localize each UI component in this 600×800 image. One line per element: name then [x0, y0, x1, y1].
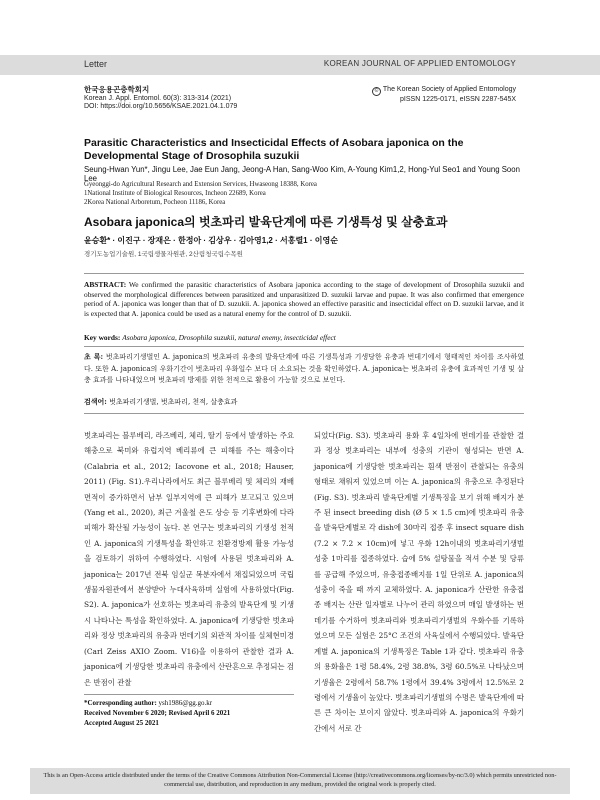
received-revised: Received November 6 2020; Revised April 6 2021 — [84, 709, 231, 717]
running-header — [0, 55, 600, 75]
abstract-text: We confirmed the parasitic characteristics of Asobara japonica according to the stage of development of Drosophila suzukii and observed the morphological differences between parasitized and unparasitized D. suzukii larvae and pupae. It was also confirmed that emergence period of A. japonica was longer than that of D. suzukii. A. japonica showed an effective parasitic and insecticidal effect on D. suzukii larvae, and it is expected that A. japonica could be used as a natural enemy for the control of D. suzukii. — [84, 280, 524, 318]
affiliation-2: 1National Institute of Biological Resources, Incheon 22689, Korea — [84, 190, 266, 197]
corresponding-label: *Corresponding author: — [84, 699, 157, 707]
correspondence — [84, 698, 294, 728]
body-right-column: 되었다(Fig. S3). 벗초파리 용화 후 4일차에 번데기를 관찰한 결과 정상 벗초파리는 내부에 성충의 기관이 형성되는 반면 A. japonica에 기생당한 벗초파리는 흰색 반점이 관찰되는 유충의 형태로 채워져 있었으며 이는 A. japonica의 유충으로 추정된다(Fig. S3). 벗초파리 발육단계별 기생특징을 보기 위해 배지가 분주 된 insect breeding dish (Ø 5 × 1.5 cm)에 벗초파리 유충을 발육단계별로 각 dish에 30마리 접종 후 insect square dish (7.2 × 7.2 × 10cm)에 넣고 우화 12h이내의 벗초파리기생벌 성충 1마리를 접종하였다. 습에 5% 설탕물을 적셔 수분 및 당류를 공급해 주었으며, 유충접종배지를 1일 단위로 A. japonica의 성충이 죽을 때 까지 교체하였다. A. japonica가 산란한 유충접종 배지는 산란 일자별로 나누어 관리 하였으며 매일 발생하는 번데기를 수거하여 벗초파리와 벗초파리기생벌의 우화수를 기록하였으며 모든 실험은 25°C 조건의 사육실에서 수행되었다. 발육단계별 A. japonica의 기생특징은 Table 1과 같다. 벗초파리 유충의 용화율은 1령 58.4%, 2령 38.8%, 3령 60.5%로 나타났으며 기생율은 2령에서 58.7% 1령에서 39.4% 3령에서 12.5%로 2령에서 기생율이 높았다. 벗초파리기생벌의 수명은 발육단계에 따른 큰 차이는 보이지 않았다. 벗초파리와 A. japonica의 우화기간에서 서로 간 — [314, 431, 524, 733]
article-authors: Seung-Hwan Yun*, Jingu Lee, Jae Eun Jang, Jeong-A Han, Sang-Woo Kim, A-Young Kim1,2, Hong-Yul Seo1 and Young Soon Lee — [84, 165, 520, 183]
korean-keywords-text: 벗초파리기생벌, 벗초파리, 천적, 살충효과 — [109, 398, 238, 406]
section-label: Letter — [84, 59, 108, 69]
divider — [84, 273, 524, 274]
keywords-text: Asobara japonica, Drosophila suzukii, natural enemy, insecticidal effect — [122, 333, 336, 342]
keywords-label: Key words: — [84, 333, 121, 342]
article-title: Parasitic Characteristics and Insecticidal Effects of Asobara japonica on the Developmental Stage of Drosophila suzukii — [84, 137, 464, 162]
korean-title: Asobara japonica의 벗초파리 발육단계에 따른 기생특성 및 살충효과 — [84, 215, 448, 229]
korean-keywords-label: 검색어: — [84, 397, 107, 406]
copyright-text: The Korean Society of Applied Entomology — [382, 86, 516, 93]
footnote-divider — [84, 694, 294, 695]
divider — [84, 346, 524, 347]
abstract-label: ABSTRACT: — [84, 280, 127, 289]
corresponding-email[interactable]: ysh1986@gg.go.kr — [158, 699, 213, 707]
journal-citation: Korean J. Appl. Entomol. 60(3): 313-314 (2021) — [84, 94, 232, 102]
license-box: This is an Open-Access article distributed under the terms of the Creative Commons Attribution Non-Commercial License (http://creativecommons.org/licenses/by-nc/3.0) which permits unrestricted non-commercial use, distribution, and reproduction in any medium, provided the original work is properly cited. — [30, 768, 570, 794]
journal-name: KOREAN JOURNAL OF APPLIED ENTOMOLOGY — [323, 59, 516, 68]
korean-abstract-label: 초 록: — [84, 352, 104, 361]
abstract — [84, 280, 524, 318]
korean-abstract-text: 벗초파리기생벌인 A. japonica의 벗초파리 유충의 발육단계에 따른 기생특성과 기생당한 유충과 번데기에서 형태적인 차이를 조사하였다. 또한 A. japonica의 우화기간이 벗초파리 우화일수 보다 더 소요되는 것을 확인하였다. A. japonica는 벗초파리 유충에 효과적인 기생 및 살충 효과를 나타내었으며 벗초파리 방제를 위한 천적으로 활용이 가능할 것으로 보인다. — [84, 353, 525, 384]
accepted: Accepted August 25 2021 — [84, 719, 159, 727]
issn: pISSN 1225-0171, eISSN 2287-545X — [400, 96, 516, 103]
divider — [84, 413, 524, 414]
body-left-column: 벗초파리는 블루베리, 라즈베리, 체리, 딸기 등에서 발생하는 주요 해충으로 북미와 유럽지역 베리류에 큰 피해를 주는 해충이다(Calabria et al., 2012; Iacovone et al., 2018; Hauser, 2011) (Fig. S1).우리나라에서도 최근 블루베리 및 체리의 재배면적이 증가하면서 남부 일부지역에 큰 피해가 보고되고 있으며(Yang et al., 2020), 최근 겨울철 온도 상승 등 기후변화에 다라 피해가 확산될 가능성이 높다. 본 연구는 벗초파리의 기생성 천적인 A. japonica의 기생특성을 확인하고 친환경방제 활용 가능성을 검토하기 위하여 수행하였다. 시험에 사용된 벗초파리와 A. japonica는 2017년 전북 임실군 복분자에서 채집되었으며 국립생물자원관에서 분양받아 누대사육하며 실험에 사용하였다(Fig. S2). A. japonica가 선호하는 벗초파리 유충의 발육단계 및 기생 시 나타나는 특성을 확인하였다. A. japonica에 기생당한 벗초파리와 정상 벗초파리의 유충과 번데기의 외관적 차이를 실체현미경(Carl Zeiss AXIO Zoom. V16)을 이용하여 관찰한 결과 A. japonica에 기생당한 벗초파리 유충에서 산란흔으로 추정되는 검은 반점이 관찰 — [84, 431, 294, 687]
copyright-icon: © — [372, 87, 381, 96]
doi-link[interactable]: DOI: https://doi.org/10.5656/KSAE.2021.04.1.079 — [84, 103, 238, 110]
korean-authors: 윤승환* · 이진구 · 장재은 · 한정아 · 김상우 · 김아영1,2 · 서홍렬1 · 이영순 — [84, 236, 338, 245]
korean-affiliations: 경기도농업기술원, 1국립생물자원관, 2산림청국립수목원 — [84, 251, 243, 258]
korean-abstract — [84, 351, 524, 387]
journal-info — [84, 86, 237, 112]
journal-korean-name: 한국응용곤충학회지 — [84, 85, 150, 94]
keywords — [84, 333, 524, 342]
affiliations — [84, 180, 524, 207]
affiliation-3: 2Korea National Arboretum, Pocheon 11186, Korea — [84, 199, 226, 206]
affiliation-1: Gyeonggi-do Agricultural Research and Extension Services, Hwaseong 18388, Korea — [84, 181, 317, 188]
korean-keywords — [84, 397, 524, 407]
copyright-info — [372, 86, 516, 105]
